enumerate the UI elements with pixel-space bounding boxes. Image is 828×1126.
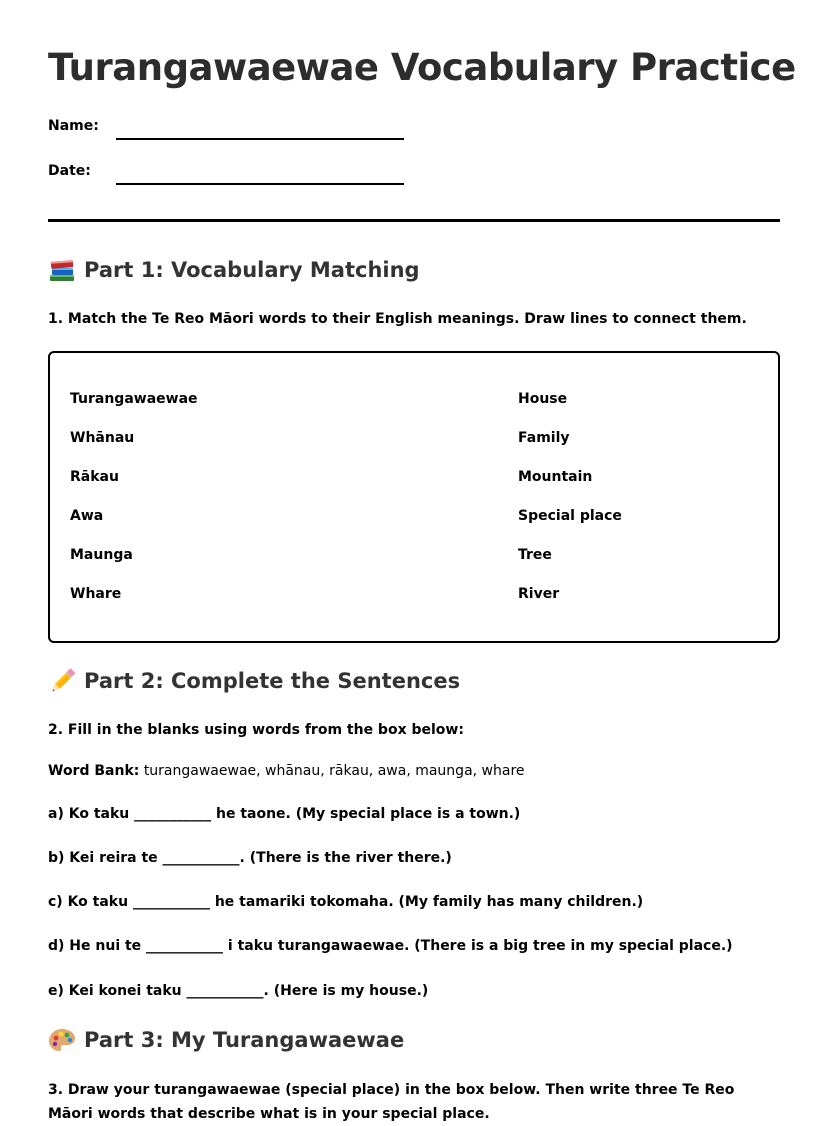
maori-words-column — [70, 389, 198, 623]
part2-heading — [48, 668, 460, 694]
date-label: Date: — [48, 163, 91, 179]
maori-word[interactable]: Whānau — [70, 430, 135, 446]
header-divider — [48, 219, 780, 222]
english-word[interactable]: Tree — [518, 547, 552, 563]
palette-icon — [48, 1027, 76, 1053]
maori-word[interactable]: Maunga — [70, 547, 133, 563]
english-word[interactable]: Mountain — [518, 469, 593, 485]
maori-word[interactable]: Awa — [70, 508, 104, 524]
part1-heading — [48, 257, 420, 283]
maori-word[interactable]: Rākau — [70, 469, 119, 485]
part3-instruction: 3. Draw your turangawaewae (special place) in the box below. Then write three Te Reo Māori words that describe what is in your special place. — [48, 1082, 735, 1122]
part3-heading-text: Part 3: My Turangawaewae — [84, 1028, 405, 1052]
part1-instruction: 1. Match the Te Reo Māori words to their English meanings. Draw lines to connect them. — [48, 311, 747, 327]
maori-word[interactable]: Whare — [70, 586, 122, 602]
sentence-e[interactable]: e) Kei konei taku ___________. (Here is my house.) — [48, 983, 429, 999]
sentence-b[interactable]: b) Kei reira te ___________. (There is the river there.) — [48, 850, 452, 866]
part1-heading-text: Part 1: Vocabulary Matching — [84, 258, 420, 282]
name-line[interactable] — [116, 138, 404, 140]
sentence-d[interactable]: d) He nui te ___________ i taku turangawaewae. (There is a big tree in my special place.) — [48, 938, 733, 954]
word-bank-label: Word Bank: — [48, 763, 140, 779]
english-word[interactable]: House — [518, 391, 568, 407]
books-icon — [48, 257, 76, 283]
name-field-row — [48, 118, 408, 148]
name-label: Name: — [48, 118, 99, 134]
page-title: Turangawaewae Vocabulary Practice — [48, 46, 796, 89]
date-field-row — [48, 163, 408, 193]
word-bank — [48, 763, 525, 779]
english-word[interactable]: River — [518, 586, 560, 602]
sentence-a[interactable]: a) Ko taku ___________ he taone. (My special place is a town.) — [48, 806, 521, 822]
pencil-icon — [48, 668, 76, 694]
word-bank-words: turangawaewae, whānau, rākau, awa, maunga, whare — [143, 763, 525, 779]
matching-box — [48, 351, 780, 643]
maori-word[interactable]: Turangawaewae — [70, 391, 198, 407]
english-word[interactable]: Special place — [518, 508, 622, 524]
english-word[interactable]: Family — [518, 430, 570, 446]
english-words-column — [518, 389, 622, 623]
date-line[interactable] — [116, 183, 404, 185]
sentence-c[interactable]: c) Ko taku ___________ he tamariki tokomaha. (My family has many children.) — [48, 894, 644, 910]
part2-heading-text: Part 2: Complete the Sentences — [84, 669, 461, 693]
part3-heading — [48, 1027, 404, 1053]
part2-instruction: 2. Fill in the blanks using words from the box below: — [48, 722, 464, 738]
